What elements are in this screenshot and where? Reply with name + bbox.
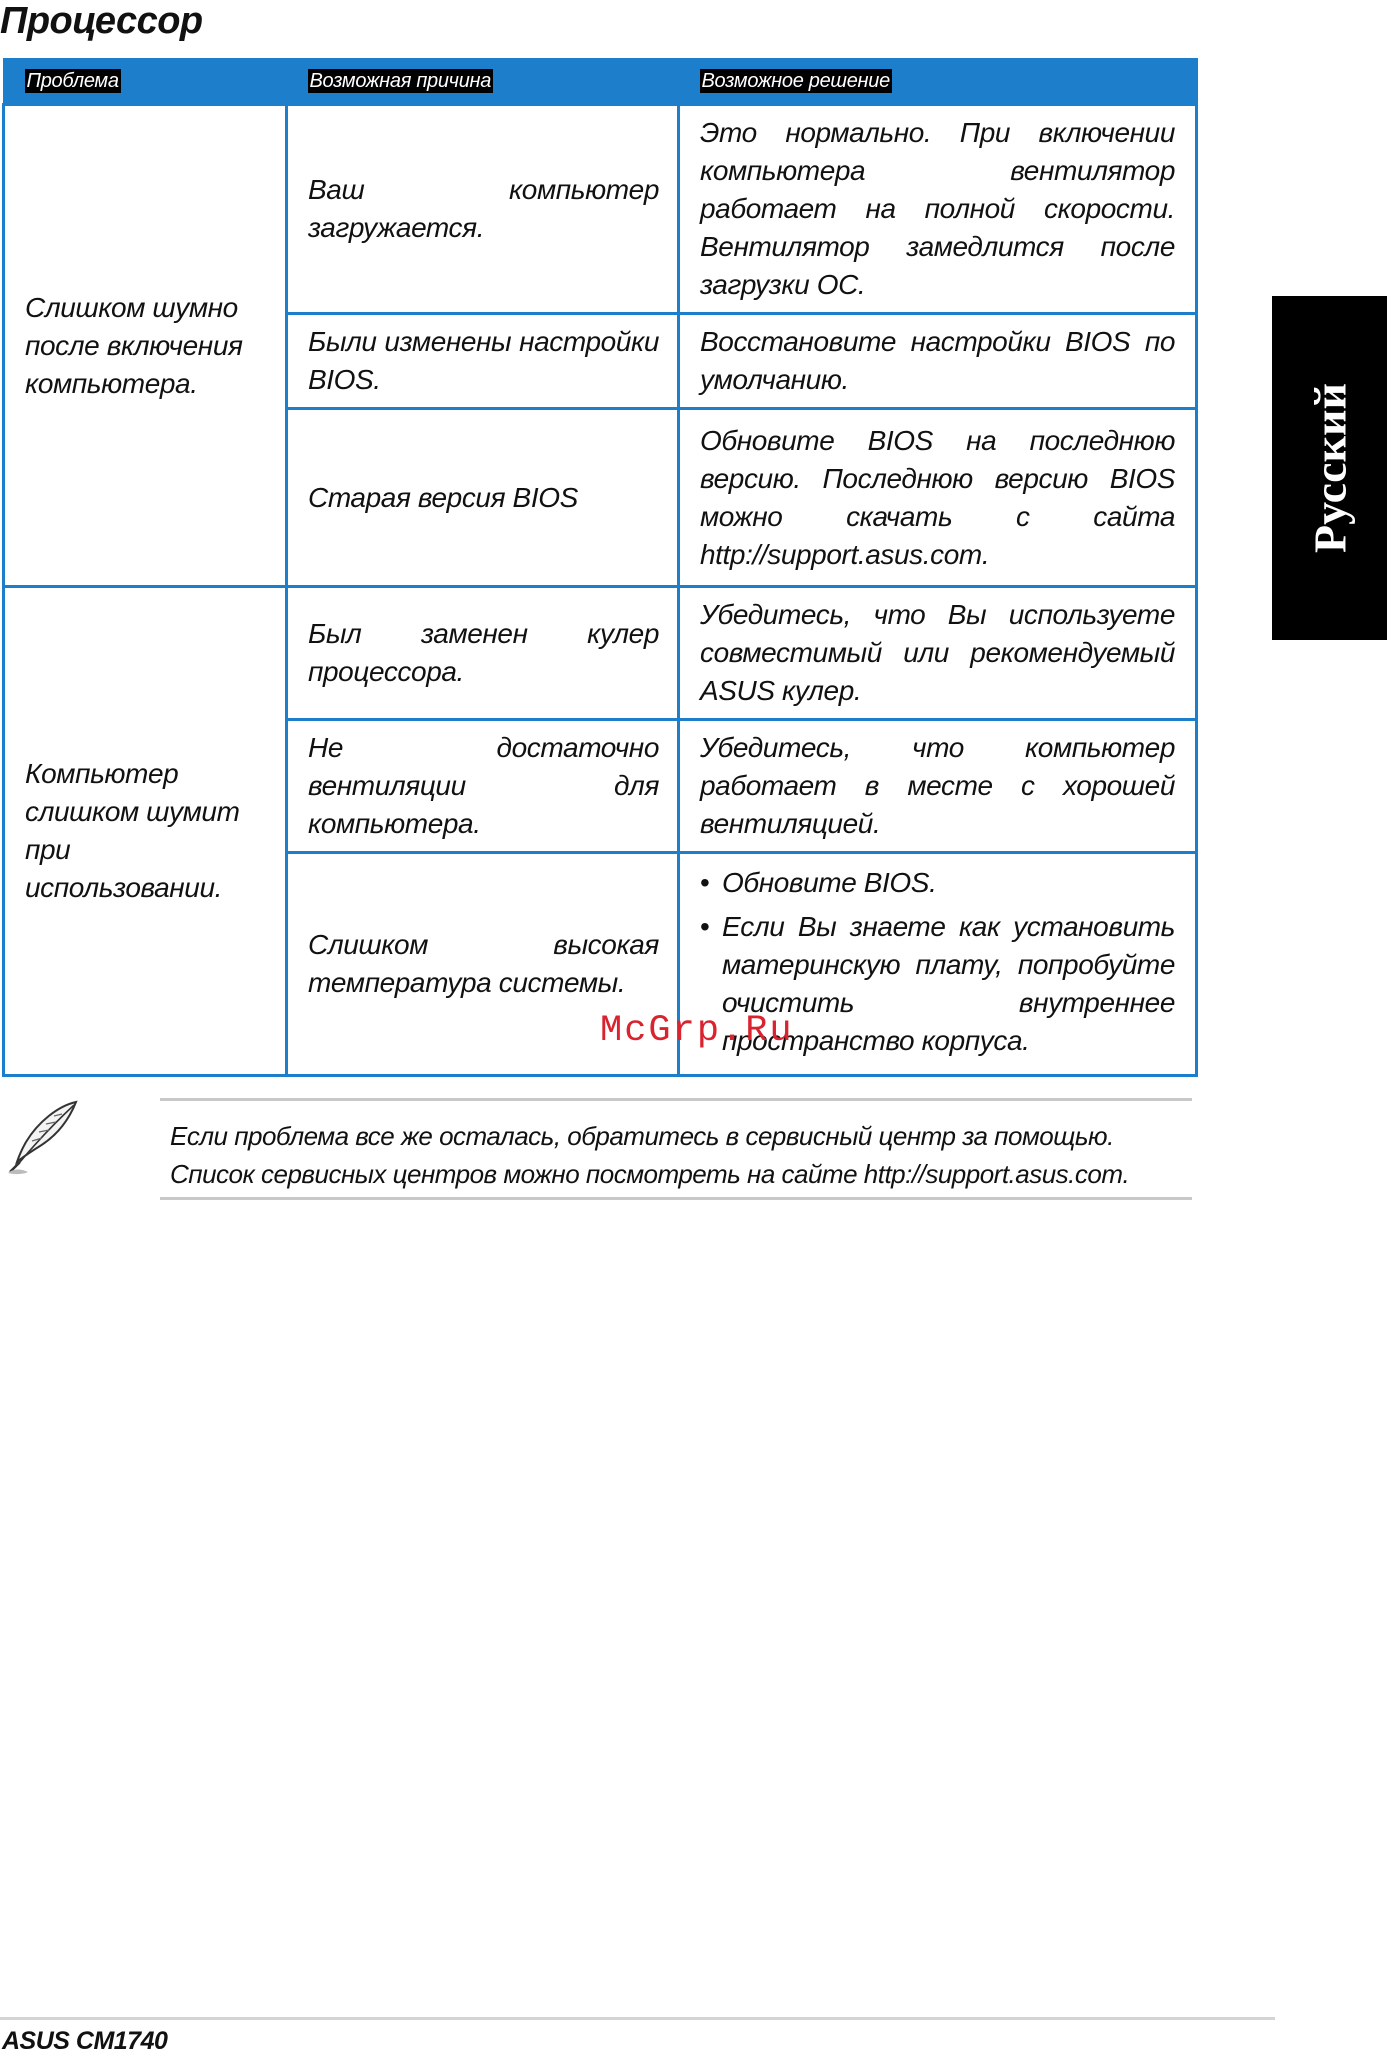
- table-row: [4, 587, 1197, 720]
- header-cause-label: Возможная причина: [309, 70, 492, 92]
- note-text: Если проблема все же осталась, обратитесь в сервисный центр за помощью. Список сервисных центров можно посмотреть на сайте http://support.asus.com.: [170, 1121, 1130, 1189]
- footer-model-name: ASUS CM1740: [2, 2027, 168, 2055]
- cause-cell: Был заменен кулер процессора.: [287, 587, 679, 720]
- section-title: Процессор: [0, 0, 203, 42]
- header-solution-label: Возможное решение: [701, 70, 890, 92]
- table-row: [4, 105, 1197, 314]
- feather-pen-icon: [2, 1096, 82, 1176]
- note-divider-top: [160, 1098, 1192, 1101]
- table-header-row: [4, 59, 1197, 105]
- note-divider-bottom: [160, 1197, 1192, 1200]
- cause-cell: Были изменены настройки BIOS.: [287, 314, 679, 409]
- language-side-tab: [1272, 296, 1387, 640]
- solution-cell: Восстановите настройки BIOS по умолчанию.: [679, 314, 1197, 409]
- cause-cell: Старая версия BIOS: [287, 409, 679, 587]
- cause-cell: Слишком высокая температура системы.: [287, 853, 679, 1076]
- language-label: Русский: [1304, 382, 1355, 554]
- solution-cell: Обновите BIOS на последнюю версию. Последнюю версию BIOS можно скачать с сайта http://support.asus.com.: [679, 409, 1197, 587]
- solution-bullet-item: • Обновите BIOS.: [700, 864, 1175, 902]
- cause-cell: Ваш компьютер загружается.: [287, 105, 679, 314]
- solution-cell: Убедитесь, что Вы используете совместимый или рекомендуемый ASUS кулер.: [679, 587, 1197, 720]
- header-solution: [679, 59, 1197, 105]
- solution-cell: Убедитесь, что компьютер работает в месте с хорошей вентиляцией.: [679, 720, 1197, 853]
- header-problem-label: Проблема: [26, 70, 119, 92]
- footer-divider: [0, 2017, 1275, 2020]
- header-problem: [4, 59, 287, 105]
- header-cause: [287, 59, 679, 105]
- solution-bullet-item: • Если Вы знаете как установить материнскую плату, попробуйте очистить внутреннее пространство корпуса.: [700, 908, 1175, 1060]
- solution-cell: Это нормально. При включении компьютера вентилятор работает на полной скорости. Вентилятор замедлится после загрузки ОС.: [679, 105, 1197, 314]
- troubleshooting-table: [2, 58, 1198, 1077]
- watermark: McGrp.Ru: [600, 1010, 794, 1052]
- problem-cell: Компьютер слишком шумит при использовании.: [4, 587, 287, 1076]
- cause-cell: Не достаточно вентиляции для компьютера.: [287, 720, 679, 853]
- problem-cell: Слишком шумно после включения компьютера.: [4, 105, 287, 587]
